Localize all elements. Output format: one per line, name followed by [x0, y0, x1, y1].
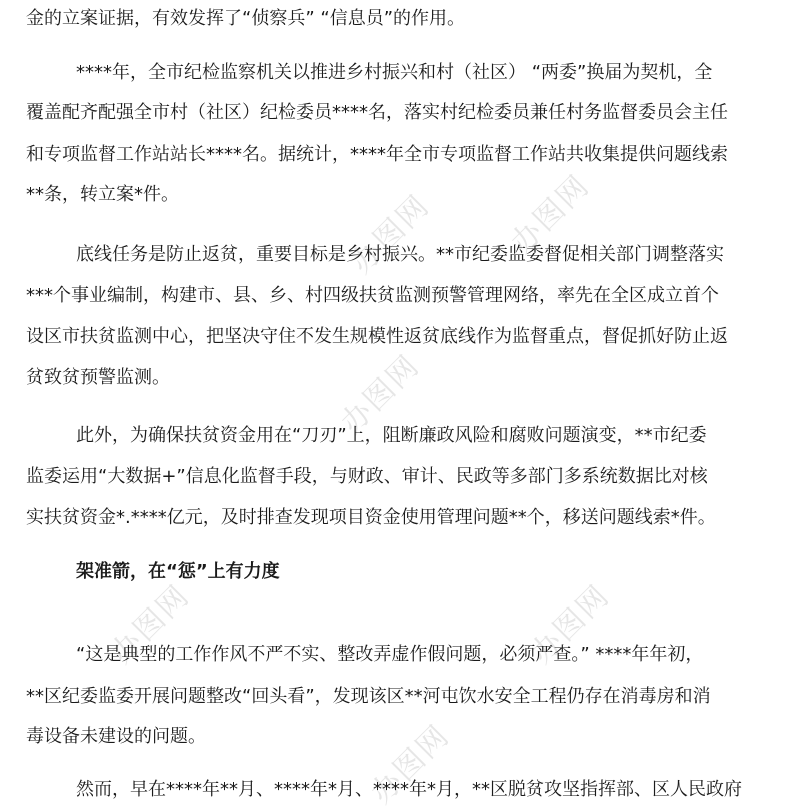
paragraph-line: 覆盖配齐配强全市村（社区）纪检委员****名，落实村纪检委员兼任村务监督委员会主任	[26, 102, 728, 123]
section-heading: 架准箭，在“惩”上有力度	[76, 561, 280, 582]
paragraph-line: 贫致贫预警监测。	[26, 367, 170, 388]
paragraph-line: ****年，全市纪检监察机关以推进乡村振兴和村（社区） “两委”换届为契机，全	[76, 62, 713, 83]
paragraph-line: 毒设备未建设的问题。	[26, 726, 206, 747]
paragraph-line: **区纪委监委开展问题整改“回头看”，发现该区**河屯饮水安全工程仍存在消毒房和消	[26, 686, 711, 707]
paragraph-line: 金的立案证据，有效发挥了“侦察兵” “信息员”的作用。	[26, 8, 466, 29]
paragraph-line: 底线任务是防止返贫，重要目标是乡村振兴。**市纪委监委督促相关部门调整落实	[76, 244, 724, 265]
watermark: 办图网	[524, 578, 617, 671]
paragraph-line: 设区市扶贫监测中心，把坚决守住不发生规模性返贫底线作为监督重点，督促抓好防止返	[26, 326, 728, 347]
paragraph-line: “这是典型的工作作风不严不实、整改弄虚作假问题，必须严查。” ****年年初，	[76, 644, 704, 665]
watermark: 办图网	[104, 578, 197, 671]
watermark: 办图网	[334, 348, 427, 441]
watermark: 办图网	[344, 188, 437, 281]
watermark: 办图网	[504, 168, 597, 261]
paragraph-line: 监委运用“大数据+”信息化监督手段，与财政、审计、民政等多部门多系统数据比对核	[26, 466, 708, 487]
watermark: 办图网	[364, 718, 457, 811]
paragraph-line: 此外，为确保扶贫资金用在“刀刃”上，阻断廉政风险和腐败问题演变，**市纪委	[76, 425, 707, 446]
paragraph-line: 然而，早在****年**月、****年*月、****年*月，**区脱贫攻坚指挥部、区人民政府	[76, 779, 742, 800]
paragraph-line: **条，转立案*件。	[26, 184, 179, 205]
paragraph-line: 实扶贫资金*.****亿元，及时排查发现项目资金使用管理问题**个，移送问题线索*件。	[26, 507, 716, 528]
paragraph-line: ***个事业编制，构建市、县、乡、村四级扶贫监测预警管理网络，率先在全区成立首个	[26, 285, 719, 306]
paragraph-line: 和专项监督工作站站长****名。据统计，****年全市专项监督工作站共收集提供问题线索	[26, 144, 728, 165]
